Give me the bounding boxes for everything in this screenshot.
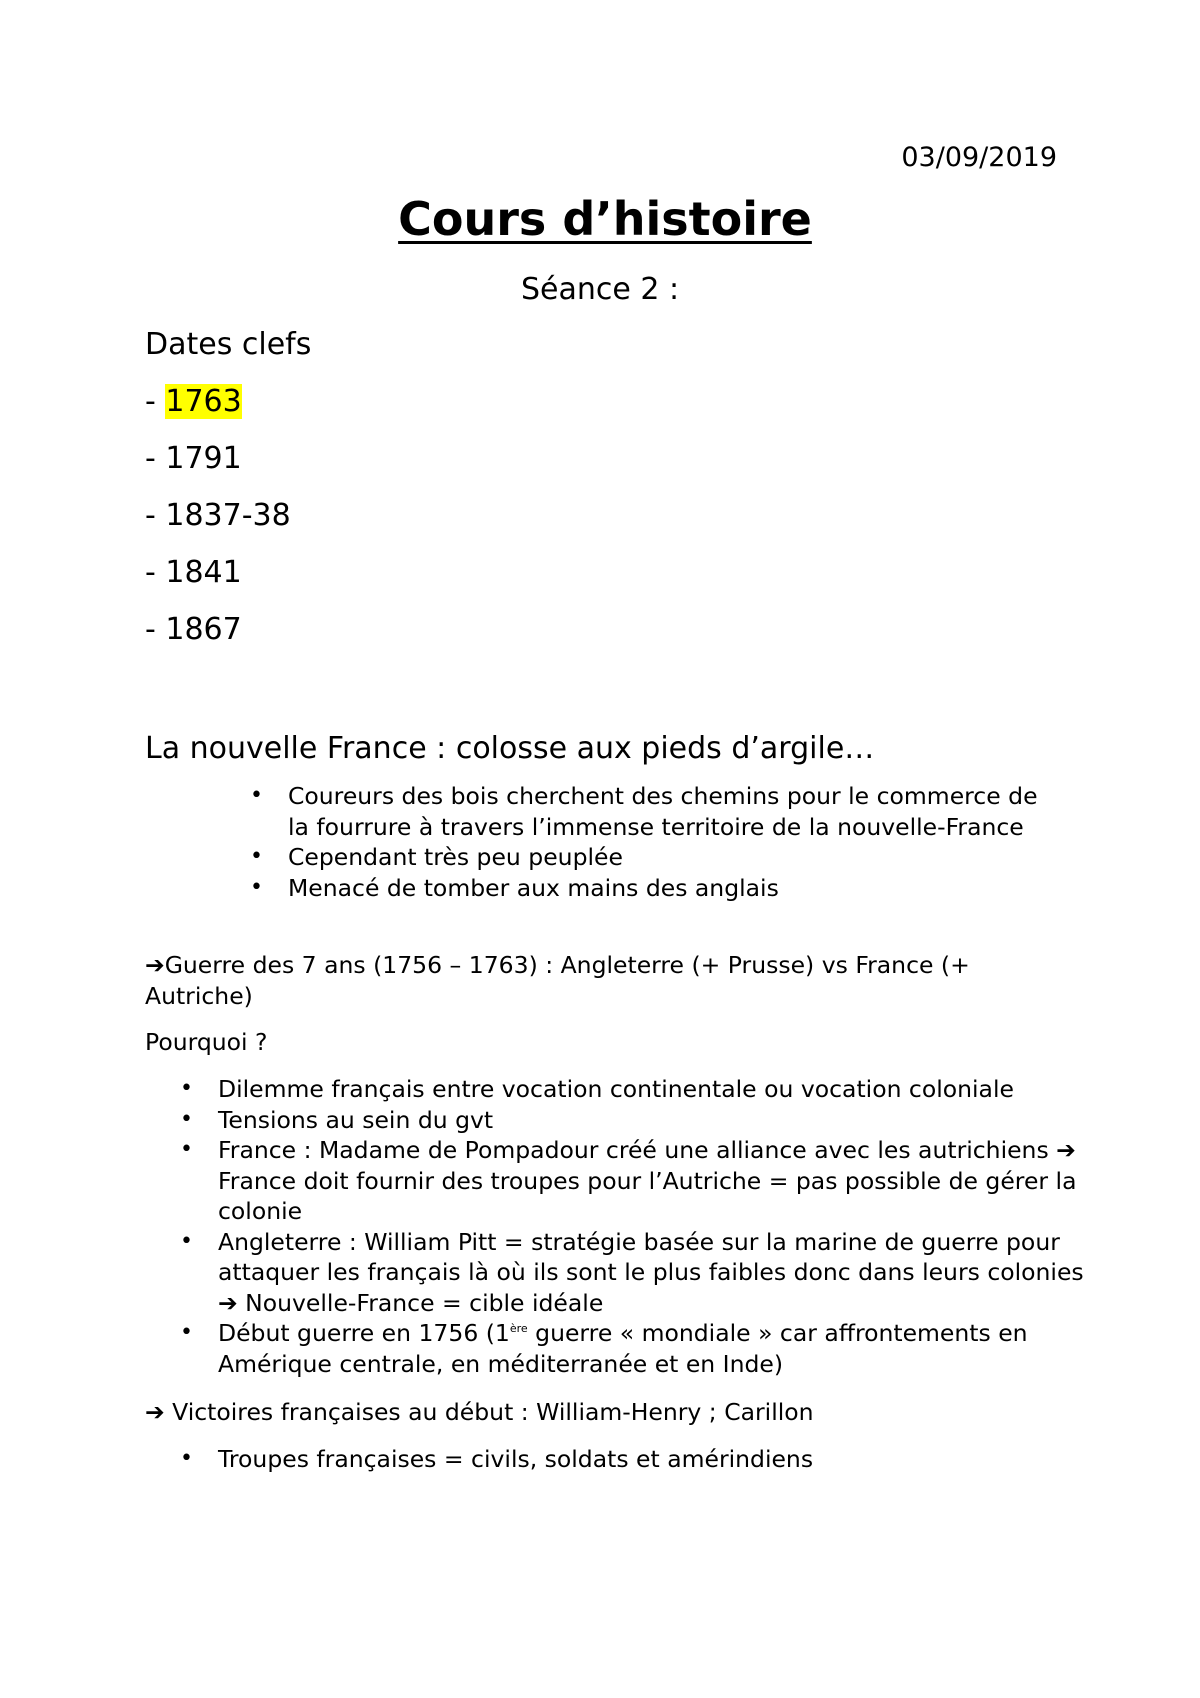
superscript: ère [509,1322,528,1335]
dash-prefix: - [145,441,166,476]
arrow-icon: ➔ [218,1288,238,1317]
list-item-text: Menacé de tomber aux mains des anglais [288,873,779,902]
dash-prefix: - [145,555,166,590]
bullet-icon: • [180,1137,193,1162]
list-item-text: France : Madame de Pompadour créé une alliance avec les autrichiens [218,1136,1057,1164]
list-item [250,842,1048,873]
dash-prefix: - [145,612,166,647]
list-item [180,1135,1098,1227]
bullet-icon: • [250,874,263,900]
list-item-text: Nouvelle-France = cible idéale [237,1288,604,1317]
list-item-text: Troupes françaises = civils, soldats et amérindiens [218,1445,814,1473]
list-item [180,1318,1098,1379]
list-item-text: France doit fournir des troupes pour l’Autriche = pas possible de gérer la colonie [218,1166,1077,1225]
highlighted-date: 1763 [165,384,242,419]
bullet-icon: • [180,1446,193,1471]
key-date-item [145,498,291,555]
list-item-text: Cependant très peu peuplée [288,843,623,871]
list-item [180,1105,1098,1136]
victories-line-text: Victoires françaises au début : William-Henry ; Carillon [164,1398,814,1426]
arrow-icon: ➔ [1056,1136,1076,1164]
war-line-text: Guerre des 7 ans (1756 – 1763) : Angleterre (+ Prusse) vs France (+ Autriche) [145,951,970,1010]
list-item-text: guerre « mondiale » car affrontements en Amérique centrale, en méditerranée et en Inde) [218,1319,1028,1378]
document-date: 03/09/2019 [901,142,1057,173]
arrow-icon: ➔ [145,951,165,979]
bullet-icon: • [180,1106,193,1132]
victories-bullets [180,1444,1098,1475]
list-item [180,1444,1098,1475]
date-value: 1841 [165,555,242,590]
key-date-item [145,612,291,669]
list-item-text: Coureurs des bois cherchent des chemins pour le commerce de la fourrure à travers l’immense territoire de la nouvelle-France [288,782,1038,841]
bullet-icon: • [180,1076,193,1101]
why-bullets [180,1074,1098,1379]
bullet-icon: • [250,783,263,808]
session-heading: Séance 2 : [520,272,680,307]
list-item [180,1227,1098,1319]
list-item [250,781,1048,842]
key-dates-list [145,384,291,669]
victories-line [145,1397,814,1428]
list-item-text: Dilemme français entre vocation continentale ou vocation coloniale [218,1075,1014,1103]
dash-prefix: - [145,498,166,533]
dash-prefix: - [145,384,166,419]
list-item-text: Angleterre : William Pitt = stratégie basée sur la marine de guerre pour attaquer les français là où ils sont le plus faibles donc dans leurs colonies [218,1227,1084,1286]
nouvelle-france-bullets [250,781,1048,903]
list-item [250,873,1048,904]
list-item [180,1074,1098,1105]
section-title: La nouvelle France : colosse aux pieds d’argile… [145,731,875,766]
key-dates-heading: Dates clefs [145,327,312,362]
bullet-icon: • [180,1320,193,1345]
document-title: Cours d’histoire [398,192,812,246]
date-value: 1867 [165,612,242,647]
date-value: 1791 [165,441,242,476]
war-line [145,950,1065,1011]
arrow-icon: ➔ [145,1398,165,1426]
list-item-text: Tensions au sein du gvt [218,1105,494,1134]
bullet-icon: • [250,844,263,869]
list-item-text: Début guerre en 1756 (1 [218,1319,510,1347]
why-label: Pourquoi ? [145,1028,268,1056]
key-date-item [145,555,291,612]
date-value: 1837-38 [165,498,291,533]
bullet-icon: • [180,1228,193,1254]
key-date-item [145,441,291,498]
key-date-item [145,384,291,441]
